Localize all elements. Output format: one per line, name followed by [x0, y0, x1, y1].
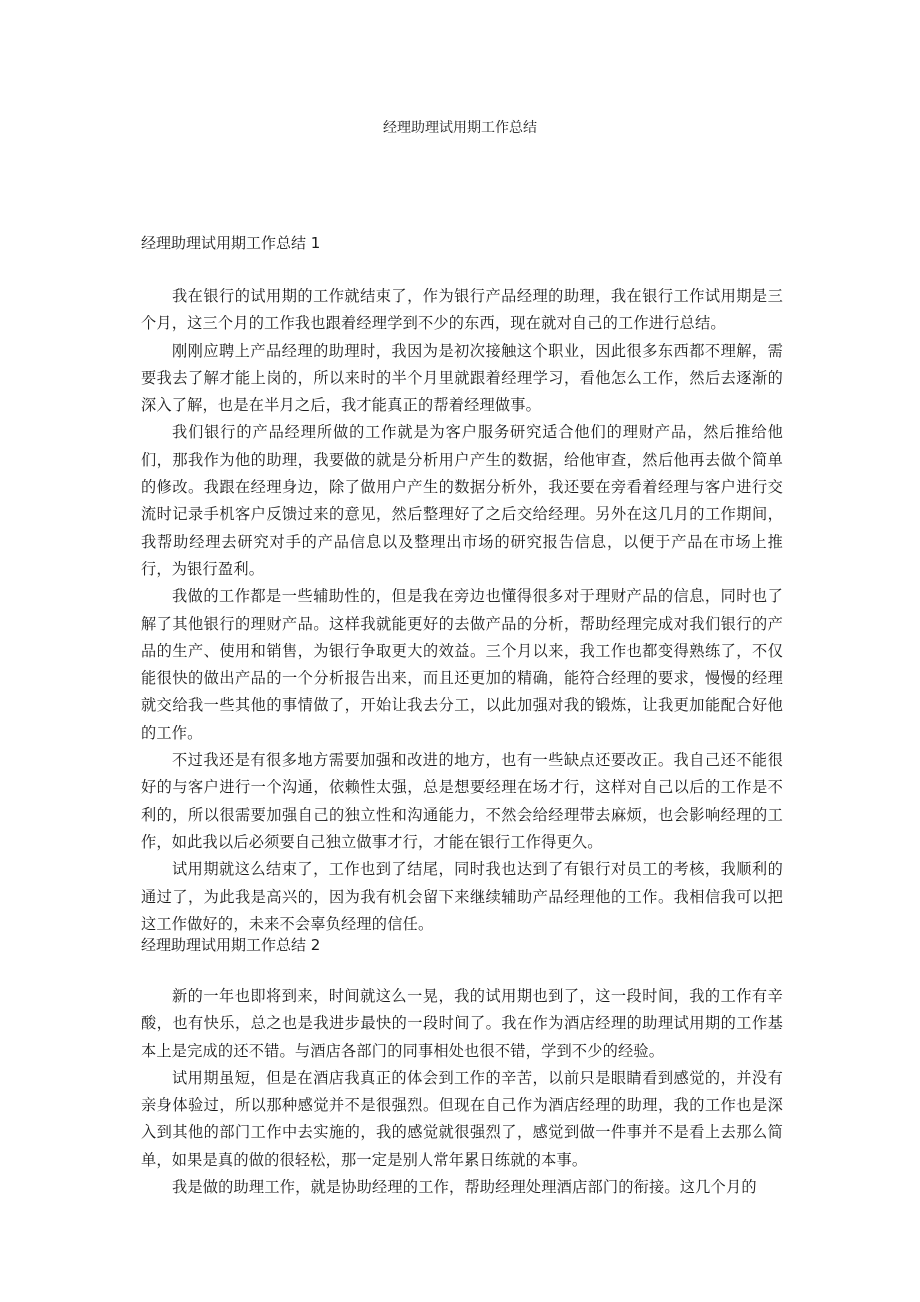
paragraph: 我做的工作都是一些辅助性的，但是我在旁边也懂得很多对于理财产品的信息，同时也了解了其他银行的理财产品。这样我就能更好的去做产品的分析，帮助经理完成对我们银行的产品的生产、使用和销售，为银行争取更大的效益。三个月以来，我工作也都变得熟练了，不仅能很快的做出产品的一个分析报告出来，而且还更加的精确，能符合经理的要求，慢慢的经理就交给我一些其他的事情做了，开始让我去分工，以此加强对我的锻炼，让我更加能配合好他的工作。: [141, 587, 783, 742]
section-2-body: [141, 983, 783, 1201]
paragraph: 我在银行的试用期的工作就结束了，作为银行产品经理的助理，我在银行工作试用期是三个月，这三个月的工作我也跟着经理学到不少的东西，现在就对自己的工作进行总结。: [141, 287, 783, 333]
section-1-body: [141, 283, 783, 938]
document-title: 经理助理试用期工作总结: [383, 120, 537, 136]
section-heading-2: 经理助理试用期工作总结 2: [141, 936, 321, 954]
paragraph: 刚刚应聘上产品经理的助理时，我因为是初次接触这个职业，因此很多东西都不理解，需要我去了解才能上岗的，所以来时的半个月里就跟着经理学习，看他怎么工作，然后去逐渐的深入了解，也是在半月之后，我才能真正的帮着经理做事。: [141, 341, 783, 415]
paragraph: 试用期虽短，但是在酒店我真正的体会到工作的辛苦，以前只是眼睛看到感觉的，并没有亲身体验过，所以那种感觉并不是很强烈。但现在自己作为酒店经理的助理，我的工作也是深入到其他的部门工作中去实施的，我的感觉就很强烈了，感觉到做一件事并不是看上去那么简单，如果是真的做的很轻松，那一定是别人常年累日练就的本事。: [141, 1068, 783, 1169]
paragraph: 我们银行的产品经理所做的工作就是为客户服务研究适合他们的理财产品，然后推给他们，那我作为他的助理，我要做的就是分析用户产生的数据，给他审查，然后他再去做个简单的修改。我跟在经理身边，除了做用户产生的数据分析外，我还要在旁看着经理与客户进行交流时记录手机客户反馈过来的意见，然后整理好了之后交给经理。另外在这几月的工作期间，我帮助经理去研究对手的产品信息以及整理出市场的研究报告信息，以便于产品在市场上推行，为银行盈利。: [141, 423, 783, 578]
paragraph: 新的一年也即将到来，时间就这么一晃，我的试用期也到了，这一段时间，我的工作有辛酸，也有快乐，总之也是我进步最快的一段时间了。我在作为酒店经理的助理试用期的工作基本上是完成的还不错。与酒店各部门的同事相处也很不错，学到不少的经验。: [141, 987, 783, 1060]
paragraph: 不过我还是有很多地方需要加强和改进的地方，也有一些缺点还要改正。我自己还不能很好的与客户进行一个沟通，依赖性太强，总是想要经理在场才行，这样对自己以后的工作是不利的，所以很需要加强自己的独立性和沟通能力，不然会给经理带去麻烦，也会影响经理的工作，如此我以后必须要自己独立做事才行，才能在银行工作得更久。: [141, 751, 783, 851]
paragraph: 试用期就这么结束了，工作也到了结尾，同时我也达到了有银行对员工的考核，我顺利的通过了，为此我是高兴的，因为我有机会留下来继续辅助产品经理他的工作。我相信我可以把这工作做好的，未来不会辜负经理的信任。: [141, 860, 783, 933]
paragraph: 我是做的助理工作，就是协助经理的工作，帮助经理处理酒店部门的衔接。这几个月的: [172, 1178, 757, 1197]
section-heading-1: 经理助理试用期工作总结 1: [141, 234, 321, 252]
